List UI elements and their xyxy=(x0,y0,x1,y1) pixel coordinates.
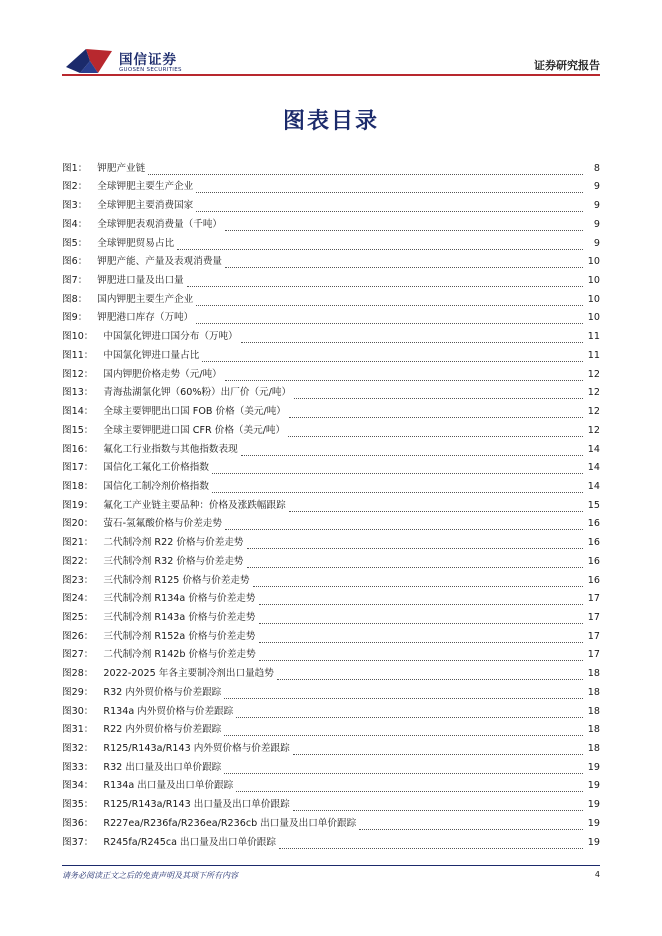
toc-page-number[interactable]: 10 xyxy=(587,312,600,324)
toc-figure-number: 图6： xyxy=(62,256,88,268)
toc-entry[interactable] xyxy=(62,736,600,755)
page-number: 4 xyxy=(594,870,600,879)
toc-figure-number: 图26： xyxy=(62,630,94,642)
toc-dot-leader xyxy=(196,314,583,324)
toc-page-number[interactable]: 12 xyxy=(587,406,600,418)
toc-figure-number: 图30： xyxy=(62,705,94,717)
toc-page-number[interactable]: 11 xyxy=(587,349,600,361)
toc-entry[interactable] xyxy=(62,343,600,362)
toc-figure-title[interactable]: 钾肥进口量及出口量 xyxy=(97,275,184,287)
toc-figure-number: 图34： xyxy=(62,780,94,792)
toc-figure-number: 图37： xyxy=(62,836,94,848)
toc-figure-number: 图18： xyxy=(62,480,94,492)
toc-figure-title[interactable]: R32 内外贸价格与价差跟踪 xyxy=(103,686,222,698)
toc-dot-leader xyxy=(225,221,583,231)
toc-page-number[interactable]: 17 xyxy=(587,630,600,642)
toc-figure-title[interactable]: 全球钾肥贸易占比 xyxy=(97,237,175,249)
toc-entry[interactable] xyxy=(62,624,600,643)
toc-figure-title[interactable]: 三代制冷剂 R32 价格与价差走势 xyxy=(103,555,244,567)
toc-dot-leader xyxy=(196,183,583,193)
toc-figure-number: 图11： xyxy=(62,349,94,361)
toc-dot-leader xyxy=(177,240,583,250)
toc-figure-title[interactable]: 中国氯化钾进口国分布（万吨） xyxy=(103,331,238,343)
toc-page-number[interactable]: 14 xyxy=(587,480,600,492)
page-header xyxy=(0,0,662,80)
figure-table-of-contents xyxy=(62,156,600,849)
toc-figure-title[interactable]: 钾肥港口库存（万吨） xyxy=(97,312,194,324)
toc-page-number[interactable]: 16 xyxy=(587,518,600,530)
toc-dot-leader xyxy=(294,389,583,399)
toc-page-number[interactable]: 18 xyxy=(587,668,600,680)
toc-figure-number: 图21： xyxy=(62,537,94,549)
toc-page-number[interactable]: 12 xyxy=(587,387,600,399)
toc-figure-number: 图32： xyxy=(62,743,94,754)
toc-entry[interactable] xyxy=(62,587,600,606)
toc-page-number[interactable]: 19 xyxy=(587,817,600,829)
toc-figure-title[interactable]: 全球主要钾肥进口国 CFR 价格（美元/吨） xyxy=(103,424,286,436)
toc-figure-title[interactable]: 氟化工行业指数与其他指数表现 xyxy=(103,443,238,455)
toc-dot-leader xyxy=(196,202,583,212)
toc-figure-title[interactable]: R125/R143a/R143 内外贸价格与价差跟踪 xyxy=(103,743,290,754)
toc-figure-title[interactable]: 二代制冷剂 R22 价格与价差走势 xyxy=(103,537,244,549)
toc-figure-title[interactable]: R125/R143a/R143 出口量及出口单价跟踪 xyxy=(103,799,290,811)
toc-entry[interactable] xyxy=(62,474,600,493)
toc-figure-title[interactable]: 青海盐湖氯化钾（60%粉）出厂价（元/吨） xyxy=(103,387,292,399)
toc-entry[interactable] xyxy=(62,437,600,456)
toc-entry[interactable] xyxy=(62,774,600,793)
toc-figure-number: 图20： xyxy=(62,518,94,530)
toc-page-number[interactable]: 9 xyxy=(593,237,600,249)
footer-disclaimer: 请务必阅读正文之后的免责声明及其项下所有内容 xyxy=(62,871,238,880)
toc-entry[interactable] xyxy=(62,362,600,381)
toc-figure-title[interactable]: 全球钾肥表观消费量（千吨） xyxy=(97,218,223,230)
toc-entry[interactable] xyxy=(62,792,600,811)
toc-dot-leader xyxy=(247,558,583,568)
toc-dot-leader xyxy=(225,520,583,530)
toc-page-number[interactable]: 18 xyxy=(587,686,600,698)
toc-dot-leader xyxy=(202,352,583,362)
toc-page-number[interactable]: 17 xyxy=(587,649,600,661)
toc-figure-title[interactable]: 2022-2025 年各主要制冷剂出口量趋势 xyxy=(103,668,274,680)
toc-figure-title[interactable]: 钾肥产能、产量及表观消费量 xyxy=(97,256,223,268)
toc-figure-number: 图16： xyxy=(62,443,94,455)
toc-entry[interactable] xyxy=(62,250,600,269)
toc-figure-number: 图27： xyxy=(62,649,94,661)
toc-figure-title[interactable]: 三代制冷剂 R134a 价格与价差走势 xyxy=(103,593,256,605)
toc-entry[interactable] xyxy=(62,456,600,475)
toc-figure-title[interactable]: 国信化工制冷剂价格指数 xyxy=(103,480,209,492)
toc-page-number[interactable]: 10 xyxy=(587,275,600,287)
toc-entry[interactable] xyxy=(62,493,600,512)
toc-dot-leader xyxy=(279,839,583,849)
toc-page-number[interactable]: 9 xyxy=(593,181,600,193)
toc-dot-leader xyxy=(259,633,584,643)
toc-dot-leader xyxy=(259,614,584,624)
toc-figure-title[interactable]: R22 内外贸价格与价差跟踪 xyxy=(103,724,222,736)
toc-page-number[interactable]: 19 xyxy=(587,799,600,811)
toc-figure-title[interactable]: R227ea/R236fa/R236ea/R236cb 出口量及出口单价跟踪 xyxy=(103,817,357,829)
toc-entry[interactable] xyxy=(62,811,600,830)
toc-figure-number: 图10： xyxy=(62,331,94,343)
toc-dot-leader xyxy=(212,483,583,493)
toc-figure-number: 图4： xyxy=(62,218,88,230)
toc-page-number[interactable]: 11 xyxy=(587,331,600,343)
toc-figure-number: 图25： xyxy=(62,611,94,623)
toc-figure-number: 图33： xyxy=(62,761,94,773)
toc-dot-leader xyxy=(253,577,583,587)
toc-figure-title[interactable]: 二代制冷剂 R142b 价格与价差走势 xyxy=(103,649,256,661)
toc-figure-number: 图12： xyxy=(62,368,94,380)
header-divider xyxy=(62,74,600,76)
toc-entry[interactable] xyxy=(62,568,600,587)
toc-page-number[interactable]: 18 xyxy=(587,724,600,736)
toc-page-number[interactable]: 14 xyxy=(587,462,600,474)
toc-page-number[interactable]: 19 xyxy=(587,780,600,792)
footer-divider xyxy=(62,865,600,866)
toc-figure-number: 图28： xyxy=(62,668,94,680)
toc-entry[interactable] xyxy=(62,418,600,437)
toc-figure-title[interactable]: R245fa/R245ca 出口量及出口单价跟踪 xyxy=(103,836,276,848)
toc-dot-leader xyxy=(187,277,583,287)
toc-figure-number: 图5： xyxy=(62,237,88,249)
toc-figure-number: 图2： xyxy=(62,181,88,193)
toc-dot-leader xyxy=(236,708,583,718)
toc-entry[interactable] xyxy=(62,175,600,194)
toc-figure-title[interactable]: R134a 内外贸价格与价差跟踪 xyxy=(103,705,234,717)
toc-page-number[interactable]: 8 xyxy=(593,162,600,174)
toc-figure-number: 图13： xyxy=(62,387,94,399)
toc-dot-leader xyxy=(289,502,583,512)
toc-dot-leader xyxy=(259,595,584,605)
toc-dot-leader xyxy=(224,689,583,699)
toc-figure-number: 图8： xyxy=(62,293,88,305)
toc-dot-leader xyxy=(148,165,583,175)
toc-figure-title[interactable]: 萤石-氢氟酸价格与价差走势 xyxy=(103,518,222,530)
toc-figure-title[interactable]: 三代制冷剂 R152a 价格与价差走势 xyxy=(103,630,256,642)
toc-entry[interactable] xyxy=(62,512,600,531)
toc-entry[interactable] xyxy=(62,324,600,343)
toc-dot-leader xyxy=(241,446,583,456)
toc-entry[interactable] xyxy=(62,755,600,774)
toc-figure-number: 图36： xyxy=(62,817,94,829)
toc-figure-number: 图24： xyxy=(62,593,94,605)
toc-dot-leader xyxy=(241,333,583,343)
toc-page-number[interactable]: 10 xyxy=(587,256,600,268)
toc-dot-leader xyxy=(225,258,583,268)
toc-figure-title[interactable]: 三代制冷剂 R125 价格与价差走势 xyxy=(103,574,250,586)
toc-page-number[interactable]: 19 xyxy=(587,836,600,848)
toc-page-number[interactable]: 16 xyxy=(587,555,600,567)
toc-figure-title[interactable]: 全球主要钾肥出口国 FOB 价格（美元/吨） xyxy=(103,406,286,418)
logo-english-name: GUOSEN SECURITIES xyxy=(119,67,182,73)
toc-entry[interactable] xyxy=(62,212,600,231)
toc-figure-number: 图15： xyxy=(62,424,94,436)
toc-figure-title[interactable]: 全球钾肥主要生产企业 xyxy=(97,181,194,193)
toc-dot-leader xyxy=(224,726,583,736)
toc-figure-title[interactable]: 三代制冷剂 R143a 价格与价差走势 xyxy=(103,611,256,623)
toc-dot-leader xyxy=(277,670,583,680)
toc-dot-leader xyxy=(225,371,583,381)
toc-entry[interactable] xyxy=(62,530,600,549)
toc-figure-title[interactable]: 国内钾肥价格走势（元/吨） xyxy=(103,368,222,380)
toc-figure-number: 图1： xyxy=(62,162,88,174)
toc-page-number[interactable]: 14 xyxy=(587,443,600,455)
toc-page-number[interactable]: 12 xyxy=(587,424,600,436)
toc-page-number[interactable]: 18 xyxy=(587,743,600,754)
toc-page-number[interactable]: 17 xyxy=(587,611,600,623)
toc-dot-leader xyxy=(288,427,583,437)
toc-dot-leader xyxy=(293,801,583,811)
page-title: 图表目录 xyxy=(282,109,379,134)
toc-dot-leader xyxy=(289,408,583,418)
toc-entry[interactable] xyxy=(62,605,600,624)
toc-entry[interactable] xyxy=(62,287,600,306)
toc-figure-number: 图9： xyxy=(62,312,88,324)
toc-entry[interactable] xyxy=(62,680,600,699)
toc-dot-leader xyxy=(196,296,583,306)
toc-page-number[interactable]: 16 xyxy=(587,574,600,586)
toc-page-number[interactable]: 10 xyxy=(587,293,600,305)
toc-entry[interactable] xyxy=(62,643,600,662)
toc-figure-title[interactable]: 钾肥产业链 xyxy=(97,162,146,174)
toc-figure-title[interactable]: R134a 出口量及出口单价跟踪 xyxy=(103,780,234,792)
toc-figure-title[interactable]: R32 出口量及出口单价跟踪 xyxy=(103,761,222,773)
toc-page-number[interactable]: 17 xyxy=(587,593,600,605)
toc-figure-number: 图7： xyxy=(62,275,88,287)
toc-figure-title[interactable]: 全球钾肥主要消费国家 xyxy=(97,200,194,212)
toc-page-number[interactable]: 12 xyxy=(587,368,600,380)
toc-dot-leader xyxy=(293,745,583,755)
toc-entry[interactable] xyxy=(62,399,600,418)
toc-dot-leader xyxy=(259,651,583,661)
toc-entry[interactable] xyxy=(62,699,600,718)
toc-page-number[interactable]: 16 xyxy=(587,537,600,549)
toc-dot-leader xyxy=(247,539,583,549)
toc-figure-title[interactable]: 国信化工氟化工价格指数 xyxy=(103,462,209,474)
toc-entry[interactable] xyxy=(62,830,600,849)
toc-entry[interactable] xyxy=(62,549,600,568)
toc-dot-leader xyxy=(236,782,583,792)
toc-entry[interactable] xyxy=(62,268,600,287)
toc-figure-number: 图31： xyxy=(62,724,94,736)
toc-dot-leader xyxy=(212,464,583,474)
toc-entry[interactable] xyxy=(62,661,600,680)
toc-entry[interactable] xyxy=(62,381,600,400)
toc-figure-number: 图29： xyxy=(62,686,94,698)
toc-figure-title[interactable]: 国内钾肥主要生产企业 xyxy=(97,293,194,305)
toc-entry[interactable] xyxy=(62,156,600,175)
guosen-logo-icon xyxy=(66,47,114,77)
toc-figure-number: 图14： xyxy=(62,406,94,418)
toc-figure-number: 图23： xyxy=(62,574,94,586)
toc-figure-number: 图17： xyxy=(62,462,94,474)
toc-figure-number: 图22： xyxy=(62,555,94,567)
toc-dot-leader xyxy=(359,820,583,830)
toc-page-number[interactable]: 9 xyxy=(593,218,600,230)
toc-entry[interactable] xyxy=(62,193,600,212)
logo-chinese-name: 国信证券 xyxy=(119,52,177,68)
toc-entry[interactable] xyxy=(62,306,600,325)
toc-figure-number: 图3： xyxy=(62,200,88,212)
toc-entry[interactable] xyxy=(62,231,600,250)
guosen-logo xyxy=(66,47,186,77)
toc-figure-number: 图19： xyxy=(62,499,94,511)
report-type-label: 证券研究报告 xyxy=(534,59,600,72)
toc-page-number[interactable]: 15 xyxy=(587,499,600,511)
toc-dot-leader xyxy=(224,764,583,774)
toc-figure-number: 图35： xyxy=(62,799,94,811)
toc-page-number[interactable]: 9 xyxy=(593,200,600,212)
toc-page-number[interactable]: 18 xyxy=(587,705,600,717)
toc-page-number[interactable]: 19 xyxy=(587,761,600,773)
toc-figure-title[interactable]: 中国氯化钾进口量占比 xyxy=(103,349,200,361)
toc-figure-title[interactable]: 氟化工产业链主要品种：价格及涨跌幅跟踪 xyxy=(103,499,286,511)
toc-entry[interactable] xyxy=(62,718,600,737)
